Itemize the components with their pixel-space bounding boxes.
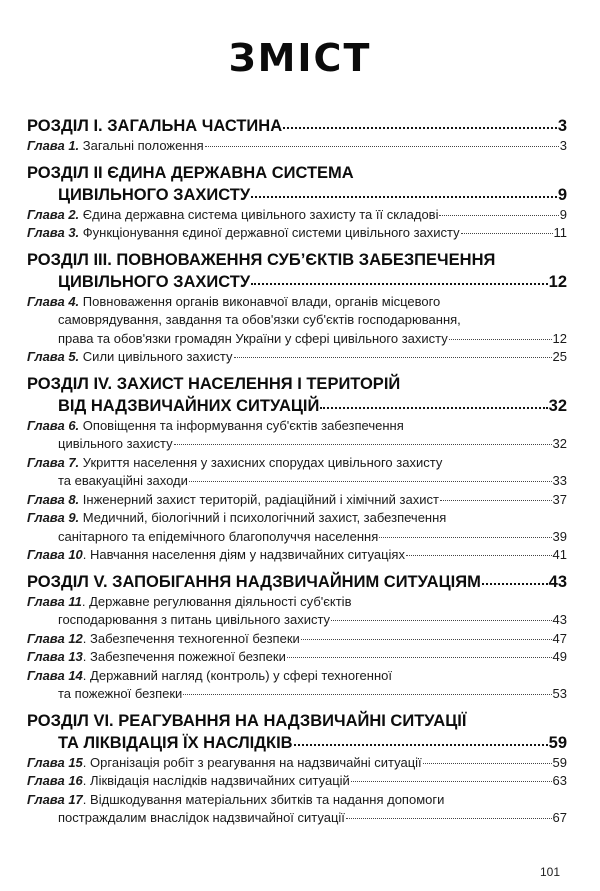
chapter-title-line: Оповіщення та інформування суб'єктів забезпечення [82,417,404,433]
section-title-line: ВІД НАДЗВИЧАЙНИХ СИТУАЦІЙ [58,396,320,415]
chapter-label-suffix: . [82,630,87,646]
chapter-label: Глава 2. [27,206,80,222]
chapter-entry[interactable] [27,224,567,243]
chapter-page-number: 39 [552,528,567,544]
dot-leader [331,620,551,621]
chapter-text [27,754,422,773]
chapter-label: Глава 7. [27,454,80,470]
chapter-page-number: 59 [552,754,567,770]
chapter-label: Глава 1. [27,138,80,153]
chapter-title-line: Функціонування єдиної державної системи цивільного захисту [82,225,460,240]
dot-leader [449,339,552,340]
toc-section [27,162,567,243]
chapter-text [27,206,438,225]
dot-leader [205,146,559,147]
section-title-line: РОЗДІЛ ІІ ЄДИНА ДЕРЖАВНА СИСТЕМА [27,163,354,182]
chapter-title-line: Укриття населення у захисних спорудах цивільного захисту [82,454,443,470]
dot-leader [320,407,547,409]
section-entry[interactable] [27,271,567,293]
toc-section [27,571,567,704]
toc-section [27,710,567,828]
chapter-text [27,491,439,510]
chapter-entry[interactable] [27,754,567,773]
dot-leader [301,639,552,640]
chapter-entry[interactable] [27,772,567,791]
chapter-title-line: Державне регулювання діяльності суб'єктів [89,593,352,609]
section-title-line: РОЗДІЛ V. ЗАПОБІГАННЯ НАДЗВИЧАЙНИМ СИТУАЦІЯМ [27,572,481,591]
chapter-label: Глава 14 [27,667,83,683]
chapter-text [27,294,440,309]
chapter-title-line: Забезпечення техногенної безпеки [90,630,300,646]
dot-leader [482,583,548,585]
chapter-title-line: Інженерний захист територій, радіаційний і хімічний захист [82,491,439,507]
dot-leader [189,481,552,482]
chapter-label: Глава 4. [27,293,80,309]
chapter-text [27,792,444,807]
dot-leader [251,196,557,198]
chapter-label: Глава 8. [27,491,80,507]
chapter-text [58,472,188,491]
chapter-title-line: постраждалим внаслідок надзвичайної ситуації [58,810,345,825]
chapter-title-line: Повноваження органів виконавчої влади, органів місцевого [82,293,441,309]
chapter-entry[interactable] [27,648,567,667]
chapter-entry[interactable] [27,611,567,630]
chapter-label: Глава 10 [27,547,83,562]
dot-leader [294,744,548,746]
chapter-title-line: Організація робіт з реагування на надзвичайні ситуації [90,754,422,770]
page-title: ЗМІСТ [228,36,372,80]
chapter-label: Глава 17 [27,791,83,807]
chapter-page-number: 25 [552,349,567,364]
chapter-text [27,455,442,470]
toc-section [27,249,567,367]
chapter-entry[interactable] [27,546,567,565]
chapter-title-line: санітарного та епідемічного благополуччя населення [58,528,379,544]
chapter-label-suffix: . [82,667,87,683]
section-page-number: 9 [557,185,567,204]
dot-leader [423,763,552,764]
section-entry[interactable] [27,395,567,417]
chapter-title-line: права та обов'язки громадян України у сфері цивільного захисту [58,330,448,346]
toc-section [27,373,567,565]
chapter-page-number: 67 [552,810,567,825]
section-entry[interactable] [27,184,567,206]
chapter-text [27,668,392,683]
chapter-page-number: 3 [559,138,567,153]
chapter-title-line: Сили цивільного захисту [82,349,233,364]
chapter-label-suffix: . [82,754,87,770]
chapter-entry-line [27,454,567,473]
chapter-label-suffix: . [82,547,87,562]
section-entry[interactable] [27,115,567,137]
dot-leader [351,781,552,782]
chapter-label: Глава 5. [27,349,80,364]
chapter-entry[interactable] [27,137,567,156]
dot-leader [183,694,551,695]
chapter-entry-line [27,311,567,330]
chapter-label-suffix: . [82,773,87,788]
dot-leader [234,357,552,358]
dot-leader [439,215,558,216]
chapter-entry[interactable] [27,528,567,547]
dot-leader [346,818,552,819]
chapter-title-line: Державний нагляд (контроль) у сфері техногенної [90,667,392,683]
chapter-text [27,772,350,791]
chapter-title-line: Медичний, біологічний і психологічний захист, забезпечення [82,510,447,525]
chapter-text [27,418,404,433]
chapter-label: Глава 15 [27,754,83,770]
chapter-page-number: 9 [559,206,567,222]
chapter-page-number: 63 [552,773,567,788]
chapter-text [27,546,405,565]
chapter-label: Глава 9. [27,510,80,525]
section-entry[interactable] [27,732,567,754]
chapter-page-number: 37 [552,491,567,507]
chapter-entry[interactable] [27,435,567,454]
chapter-title-line: Відшкодування матеріальних збитків та надання допомоги [90,791,445,807]
chapter-page-number: 11 [553,225,567,240]
chapter-title-line: Забезпечення пожежної безпеки [90,649,286,664]
chapter-title-line: самоврядування, завдання та обов'язки суб'єктів господарювання, [58,312,461,327]
chapter-text [58,330,448,349]
chapter-entry-line [27,293,567,312]
chapter-text [58,312,461,327]
dot-leader [174,444,552,445]
chapter-entry[interactable] [27,491,567,510]
table-of-contents [27,115,567,828]
dot-leader [440,500,552,501]
chapter-title-line: Загальні положення [82,138,204,153]
chapter-text [27,630,300,649]
page-number: 101 [539,865,560,879]
chapter-title-line: та пожежної безпеки [58,686,183,701]
section-page-number: 12 [548,272,567,291]
chapter-entry-line [27,667,567,686]
section-title-line: ЦИВІЛЬНОГО ЗАХИСТУ [58,272,251,291]
chapter-page-number: 47 [552,630,567,646]
toc-section [27,115,567,156]
chapter-text [58,809,345,828]
chapter-text [27,137,204,156]
chapter-title-line: господарювання з питань цивільного захисту [58,612,331,627]
chapter-label-suffix: . [82,649,87,664]
chapter-text [27,648,286,667]
chapter-page-number: 43 [552,612,567,627]
dot-leader [251,283,548,285]
section-page-number: 32 [548,396,567,415]
chapter-title-line: цивільного захисту [58,436,173,451]
chapter-entry-line [27,791,567,810]
chapter-text [27,348,233,367]
chapter-page-number: 49 [552,649,567,664]
chapter-page-number: 12 [552,330,567,346]
chapter-label-suffix: . [82,791,87,807]
chapter-text [58,528,378,547]
dot-leader [283,127,557,129]
dot-leader [461,233,553,234]
section-title-line: РОЗДІЛ ІІІ. ПОВНОВАЖЕННЯ СУБ’ЄКТІВ ЗАБЕЗПЕЧЕННЯ [27,250,496,269]
chapter-label: Глава 3. [27,225,80,240]
section-title-line: ЦИВІЛЬНОГО ЗАХИСТУ [58,185,251,204]
chapter-title-line: Ліквідація наслідків надзвичайних ситуацій [90,773,350,788]
chapter-entry[interactable] [27,348,567,367]
chapter-label-suffix: . [81,593,86,609]
chapter-entry[interactable] [27,472,567,491]
chapter-text [27,510,446,525]
chapter-text [58,685,182,704]
chapter-label: Глава 11 [27,593,82,609]
chapter-entry[interactable] [27,630,567,649]
chapter-title-line: Єдина державна система цивільного захисту та її складові [82,206,439,222]
chapter-label: Глава 13 [27,649,83,664]
section-page-number: 59 [548,733,567,752]
chapter-entry[interactable] [27,330,567,349]
chapter-entry[interactable] [27,685,567,704]
chapter-title-line: Навчання населення діям у надзвичайних ситуаціях [90,547,405,562]
section-title-line: РОЗДІЛ IV. ЗАХИСТ НАСЕЛЕННЯ І ТЕРИТОРІЙ [27,374,401,393]
chapter-text [27,224,460,243]
chapter-label: Глава 6. [27,417,80,433]
section-entry[interactable] [27,571,567,593]
dot-leader [287,657,552,658]
chapter-page-number: 32 [552,436,567,451]
chapter-label: Глава 16 [27,773,83,788]
dot-leader [379,537,551,538]
chapter-entry-line [27,509,567,528]
chapter-text [58,435,173,454]
section-title-line: ТА ЛІКВІДАЦІЯ ЇХ НАСЛІДКІВ [58,733,293,752]
chapter-entry-line [27,593,567,612]
chapter-label: Глава 12 [27,630,83,646]
section-page-number: 43 [548,572,567,591]
chapter-title-line: та евакуаційні заходи [58,473,188,488]
chapter-entry-line [27,417,567,436]
chapter-page-number: 33 [552,473,567,488]
chapter-entry[interactable] [27,206,567,225]
chapter-page-number: 53 [552,686,567,701]
section-page-number: 3 [557,117,567,135]
chapter-entry[interactable] [27,809,567,828]
section-title-line: РОЗДІЛ І. ЗАГАЛЬНА ЧАСТИНА [27,117,283,135]
dot-leader [406,555,552,556]
chapter-text [58,611,330,630]
chapter-text [27,594,351,609]
section-title-line: РОЗДІЛ VI. РЕАГУВАННЯ НА НАДЗВИЧАЙНІ СИТУАЦІЇ [27,711,467,730]
chapter-page-number: 41 [552,547,567,562]
